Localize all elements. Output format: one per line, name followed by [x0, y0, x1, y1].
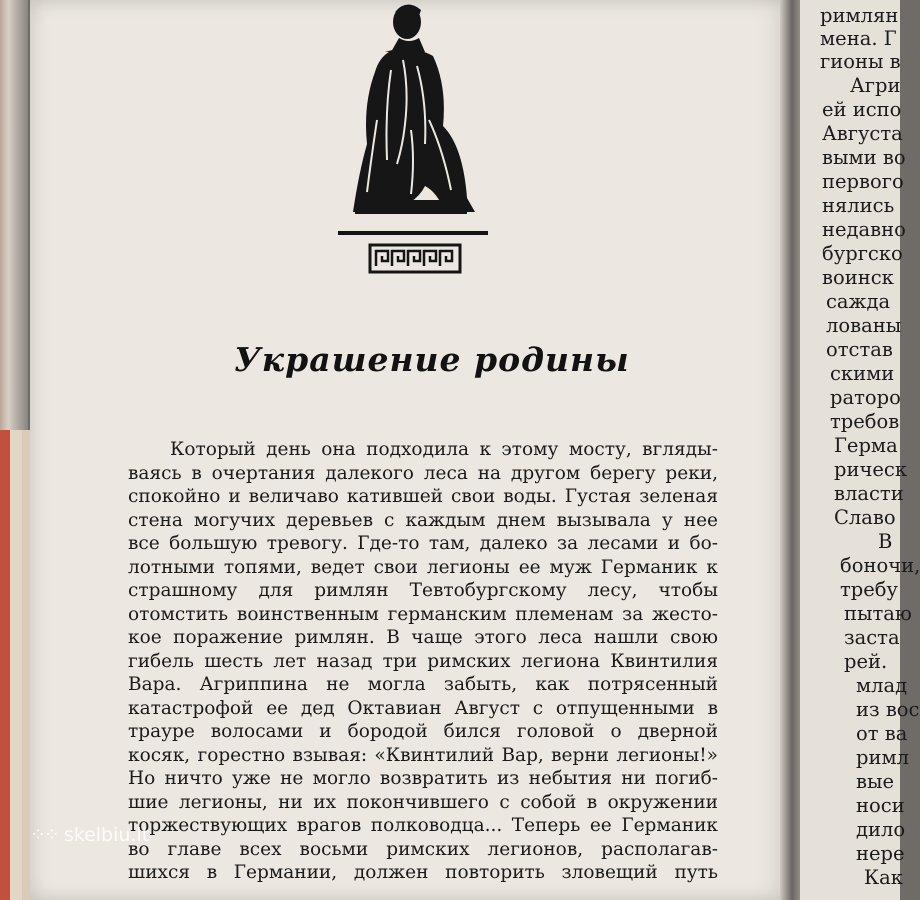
text-line: стена могучих деревьев с каждым днем вызывала у нее [128, 509, 718, 531]
text-line: лотными топями, ведет свои легионы ее муж Германик к [128, 556, 718, 578]
right-text-line: ей испо [822, 98, 902, 121]
right-text-line: римлян [820, 4, 899, 27]
right-text-line: отстав [826, 338, 893, 361]
right-text-line: требу [840, 578, 899, 601]
right-text-line: нере [856, 842, 905, 865]
body-text [128, 438, 718, 885]
right-text-line: лованы [826, 314, 902, 337]
right-text-line: от ва [856, 722, 908, 745]
right-page [800, 0, 920, 900]
seated-woman-illustration [345, 0, 475, 222]
text-line: кое поражение римлян. В чаще этого леса нашли свою [128, 627, 718, 648]
right-text-line: воинск [822, 266, 894, 289]
chapter-title: Украшение родины [234, 340, 630, 379]
right-text-line: Как [864, 866, 903, 889]
right-text-line: нялись [822, 194, 895, 217]
right-text-line: бургско [822, 242, 903, 265]
right-text-line: Августа [822, 122, 903, 145]
text-line: Который день она подходила к этому мосту, вгляды- [170, 439, 718, 460]
right-text-line: недавно [822, 218, 906, 241]
text-line: Вара. Агриппина не могла забыть, как потрясенный [128, 674, 718, 695]
right-text-line: власти [834, 482, 904, 505]
ornament-rule [338, 231, 488, 235]
right-text-line: Славо [834, 506, 896, 529]
right-text-line: заста [844, 626, 900, 649]
right-text-line: гионы в [820, 50, 901, 73]
right-text-line: выми во [822, 146, 906, 169]
right-text-line: вые [856, 770, 895, 793]
right-text-line: требов [830, 410, 900, 433]
right-text-line: первого [822, 170, 904, 193]
right-text-line: мена. Г [820, 27, 897, 50]
right-text-line: пытаю [844, 602, 912, 625]
text-line: Но ничто уже не могло возвратить из небытия ни погиб- [128, 768, 718, 789]
right-text-line: римл [856, 746, 910, 769]
right-text-line: Герма [834, 434, 898, 457]
right-text-line: боночи, [840, 554, 920, 577]
right-text-line: из вос [856, 698, 920, 721]
right-text-line: В [878, 530, 893, 553]
right-text-line: раторо [830, 386, 901, 409]
text-line: косяк, горестно взывая: «Квинтилий Вар, верни легионы!» [128, 744, 718, 766]
right-text-line: млад [856, 674, 908, 697]
right-text-line: дило [856, 818, 906, 841]
watermark-dots-icon: ⁘⁘ [30, 824, 58, 846]
watermark [30, 824, 149, 846]
text-line: шие легионы, ни их покончившего с собой в окружении [128, 791, 718, 813]
text-line: трауре волосами и бородой бился головой о дверной [128, 721, 718, 742]
right-text-line: носи [856, 794, 905, 817]
greek-key-ornament [370, 245, 460, 272]
watermark-text: skelbiu.lt [63, 824, 150, 846]
text-line: отомстить воинственным германским племенам за жесто- [128, 603, 718, 625]
right-text-line: сажда [826, 290, 891, 313]
left-page [30, 0, 790, 900]
text-line: шихся в Германии, должен повторить зловещий путь [128, 862, 718, 883]
right-text-line: Агри [850, 74, 901, 97]
text-line: торжествующих врагов полководца... Теперь ее Германик [128, 815, 718, 836]
text-line: все большую тревогу. Где-то там, далеко за лесами и бо- [128, 533, 718, 554]
right-text-line: скими [830, 362, 895, 385]
book-gutter [780, 0, 802, 900]
text-line: гибель шесть лет назад три римских легиона Квинтилия [128, 650, 718, 672]
right-text-line: рей. [844, 650, 888, 673]
text-line: спокойно и величаво катившей свои воды. Густая зеленая [128, 486, 718, 507]
text-line: ваясь в очертания далекого леса на другом берегу реки, [128, 462, 718, 484]
right-text-line: рическ [834, 458, 908, 481]
text-line: во главе всех восьми римских легионов, располагав- [128, 838, 718, 860]
text-line: страшному для римлян Тевтобургскому лесу, чтобы [128, 580, 718, 601]
text-line: катастрофой ее дед Октавиан Август с отпущенными в [128, 697, 718, 719]
